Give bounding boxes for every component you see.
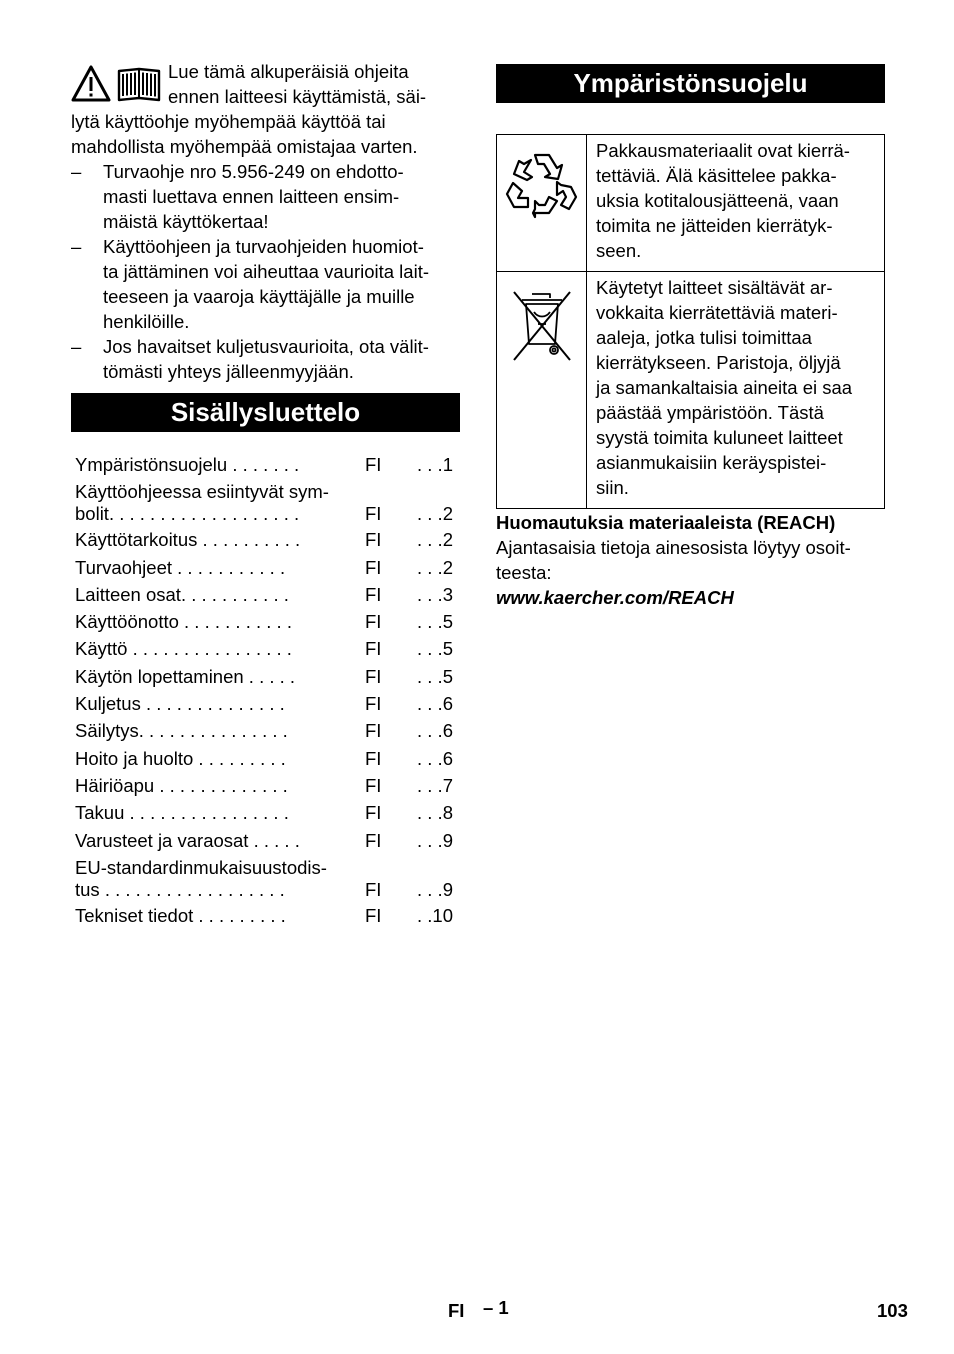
toc-entry-title: [75, 478, 355, 525]
intro-line: Lue tämä alkuperäisiä ohjeita: [168, 61, 409, 82]
toc-row[interactable]: [71, 451, 453, 478]
toc-entry-page: . . .9: [417, 829, 453, 851]
toc-title-line: Varusteet ja varaosat . . . . .: [75, 829, 300, 851]
bullet-line: masti luettava ennen laitteen ensim-: [103, 186, 400, 207]
toc-entry-page: . . .8: [417, 802, 453, 824]
toc-row[interactable]: [71, 827, 453, 854]
toc-entry-language: FI: [365, 503, 382, 525]
footer-page-label: – 1: [483, 1297, 509, 1318]
toc-row[interactable]: [71, 854, 453, 902]
toc-entry-page: . . .2: [417, 529, 453, 551]
manual-book-icon: [119, 69, 159, 100]
toc-entry-page: . . .5: [417, 611, 453, 633]
toc-entry-language: FI: [365, 904, 382, 926]
toc-title-line: Käytön lopettaminen . . . . .: [75, 665, 296, 687]
toc-title-line: Ympäristönsuojelu . . . . . . .: [75, 454, 300, 475]
toc-entry-page: . . .5: [417, 638, 453, 660]
footer-language: FI: [448, 1300, 465, 1321]
toc-row[interactable]: [71, 478, 453, 526]
toc-row[interactable]: [71, 608, 453, 635]
warning-triangle-icon: [73, 67, 109, 100]
toc-entry-language: FI: [365, 583, 382, 605]
toc-entry-title: [75, 690, 355, 717]
toc-entry-language: FI: [365, 829, 382, 851]
toc-entry-title: [75, 827, 355, 854]
bullet-line: mäistä käyttökertaa!: [103, 211, 269, 232]
recycling-text: [587, 135, 885, 272]
toc-title-line: Turvaohjeet . . . . . . . . . . .: [75, 556, 286, 578]
toc-entry-page: . . .7: [417, 774, 453, 796]
toc-title-line: Käyttöönotto . . . . . . . . . . .: [75, 611, 292, 633]
toc-title-line: bolit. . . . . . . . . . . . . . . . . . .: [75, 503, 300, 525]
toc-entry-language: FI: [365, 638, 382, 660]
toc-entry-title: [75, 799, 355, 826]
bullet-line: ta jättäminen voi aiheuttaa vaurioita lait-: [103, 261, 429, 282]
toc-row[interactable]: [71, 799, 453, 826]
toc-title-line: Takuu . . . . . . . . . . . . . . . .: [75, 802, 289, 824]
disposal-text: [587, 272, 885, 509]
toc-heading: Sisällysluettelo: [71, 393, 460, 432]
toc-row[interactable]: [71, 772, 453, 799]
bullet-dash: –: [71, 161, 82, 182]
table-row: [497, 135, 885, 272]
right-column: [496, 64, 885, 610]
toc-entry-page: . . .9: [417, 878, 453, 900]
intro-line: lytä käyttöohje myöhempää käyttöä tai: [71, 111, 386, 132]
crossed-bin-icon: [510, 288, 574, 364]
toc-entry-title: [75, 526, 355, 553]
toc-entry-language: FI: [365, 665, 382, 687]
toc-entry-language: FI: [365, 774, 382, 796]
bullet-line: teeseen ja vaaroja käyttäjälle ja muille: [103, 286, 415, 307]
text-line: tettäviä. Älä käsittelee pakka-: [596, 165, 837, 186]
toc-row[interactable]: [71, 663, 453, 690]
toc-row[interactable]: [71, 554, 453, 581]
toc-title-line: Häiriöapu . . . . . . . . . . . . .: [75, 774, 288, 796]
bullet-item: [71, 234, 460, 334]
toc-entry-page: . . .6: [417, 693, 453, 715]
text-line: ja samankaltaisia aineita ei saa: [596, 377, 853, 398]
intro-line: mahdollista myöhempää omistajaa varten.: [71, 136, 418, 157]
reach-text-line: teesta:: [496, 562, 552, 583]
toc-entry-title: [75, 663, 355, 690]
text-line: Pakkausmateriaalit ovat kierrä-: [596, 140, 850, 161]
text-line: vokkaita kierrätettäviä materi-: [596, 302, 838, 323]
intro-icons: [71, 65, 163, 103]
toc-entry-page: . . .2: [417, 503, 453, 525]
toc-entry-page: . . .6: [417, 747, 453, 769]
table-of-contents: [71, 451, 453, 929]
toc-title-line: Hoito ja huolto . . . . . . . . .: [75, 747, 286, 769]
text-line: uksia kotitalousjätteenä, vaan: [596, 190, 839, 211]
toc-row[interactable]: [71, 581, 453, 608]
toc-entry-page: . .10: [417, 904, 453, 926]
toc-title-line: Käyttöohjeessa esiintyvät sym-: [75, 481, 329, 503]
toc-entry-language: FI: [365, 747, 382, 769]
toc-row[interactable]: [71, 745, 453, 772]
toc-row[interactable]: [71, 902, 453, 929]
text-line: asianmukaisiin keräyspistei-: [596, 452, 827, 473]
bullet-dash: –: [71, 236, 82, 257]
toc-title-line: Käyttö . . . . . . . . . . . . . . . .: [75, 638, 292, 660]
bullet-dash: –: [71, 336, 82, 357]
toc-row[interactable]: [71, 717, 453, 744]
toc-entry-title: [75, 554, 355, 581]
toc-title-line: Käyttötarkoitus . . . . . . . . . .: [75, 529, 301, 551]
toc-entry-page: . . .5: [417, 665, 453, 687]
toc-entry-title: [75, 635, 355, 662]
toc-row[interactable]: [71, 526, 453, 553]
toc-title-line: tus . . . . . . . . . . . . . . . . . .: [75, 878, 285, 900]
bullet-line: Jos havaitset kuljetusvaurioita, ota välit-: [103, 336, 429, 357]
bullet-item: [71, 159, 460, 234]
toc-entry-page: . . .2: [417, 556, 453, 578]
bullet-line: Turvaohje nro 5.956-249 on ehdotto-: [103, 161, 404, 182]
text-line: Käytetyt laitteet sisältävät ar-: [596, 277, 833, 298]
toc-row[interactable]: [71, 690, 453, 717]
bullet-line: henkilöille.: [103, 311, 190, 332]
reach-title: Huomautuksia materiaaleista (REACH): [496, 512, 836, 533]
text-line: seen.: [596, 240, 642, 261]
toc-entry-title: [75, 451, 355, 478]
reach-text-line: Ajantasaisia tietoja ainesosista löytyy osoit-: [496, 537, 851, 558]
intro-notice: [71, 59, 460, 159]
toc-entry-title: [75, 902, 355, 929]
table-row: [497, 272, 885, 509]
bullet-line: Käyttöohjeen ja turvaohjeiden huomiot-: [103, 236, 424, 257]
toc-title-line: Kuljetus . . . . . . . . . . . . . .: [75, 693, 285, 715]
left-column: [71, 59, 460, 929]
text-line: aaleja, jotka tulisi toimittaa: [596, 327, 812, 348]
toc-entry-language: FI: [365, 720, 382, 742]
toc-title-line: Laitteen osat. . . . . . . . . . .: [75, 583, 289, 605]
toc-entry-language: FI: [365, 454, 382, 475]
safety-bullet-list: [71, 159, 460, 384]
reach-url-link[interactable]: www.kaercher.com/REACH: [496, 587, 734, 608]
toc-entry-title: [75, 608, 355, 635]
intro-line: ennen laitteesi käyttämistä, säi-: [168, 86, 427, 107]
toc-entry-language: FI: [365, 611, 382, 633]
text-line: päästää ympäristöön. Tästä: [596, 402, 824, 423]
environment-table: [496, 134, 885, 509]
toc-row[interactable]: [71, 635, 453, 662]
toc-title-line: EU-standardinmukaisuustodis-: [75, 856, 327, 878]
toc-title-line: Säilytys. . . . . . . . . . . . . . .: [75, 720, 288, 742]
text-line: syystä toimita kuluneet laitteet: [596, 427, 843, 448]
toc-entry-title: [75, 717, 355, 744]
toc-entry-title: [75, 745, 355, 772]
footer-page-number: 103: [877, 1300, 908, 1321]
toc-entry-title: [75, 581, 355, 608]
toc-entry-page: . . .6: [417, 720, 453, 742]
bullet-item: [71, 334, 460, 384]
recycling-cell: [497, 135, 587, 272]
toc-entry-language: FI: [365, 529, 382, 551]
disposal-cell: [497, 272, 587, 509]
environment-heading: Ympäristönsuojelu: [496, 64, 885, 103]
text-line: kierrätykseen. Paristoja, öljyjä: [596, 352, 841, 373]
toc-entry-title: [75, 772, 355, 799]
toc-title-line: Tekniset tiedot . . . . . . . . .: [75, 904, 286, 926]
toc-entry-language: FI: [365, 556, 382, 578]
toc-entry-language: FI: [365, 878, 382, 900]
text-line: siin.: [596, 477, 629, 498]
toc-entry-language: FI: [365, 802, 382, 824]
toc-entry-page: . . .1: [417, 454, 453, 475]
toc-entry-page: . . .3: [417, 583, 453, 605]
bullet-line: tömästi yhteys jälleenmyyjään.: [103, 361, 354, 382]
text-line: toimita ne jätteiden kierrätyk-: [596, 215, 833, 236]
recycling-icon: [505, 151, 579, 223]
toc-entry-title: [75, 854, 355, 900]
toc-entry-language: FI: [365, 693, 382, 715]
